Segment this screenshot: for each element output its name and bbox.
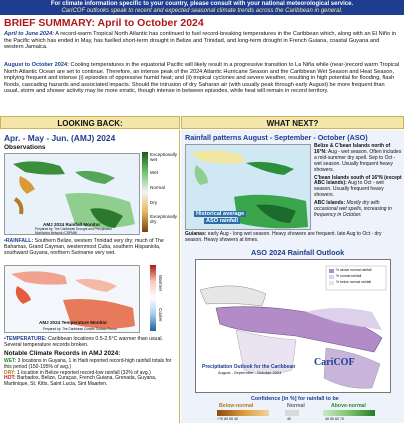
temperature-lead: •TEMPERATURE: <box>4 336 47 342</box>
note-belize <box>314 144 402 174</box>
legend-cooler: Cooler <box>158 308 163 322</box>
aso-notes <box>314 144 402 219</box>
observations-label: Observations <box>4 144 46 151</box>
brief-paragraph-1 <box>4 31 400 51</box>
note-islands <box>314 176 402 200</box>
note-islands-text: Aug to Oct - wet season. Usually frequent heavy showers. <box>314 180 384 199</box>
rainfall-body: Southern Belize, western Trinidad very dry; much of The Bahamas, Grand Cayman, westernmost Cuba, southern Hispaniola, southward Guyana, northern Suriname very wet. <box>4 238 164 257</box>
record-hot-text: Barbados, Belize, Curaçao, French Guiana, Grenada, Guyana, Martinique, St. Kitts, Saint Lucia, Sint Maarten. <box>4 375 157 388</box>
left-column <box>0 130 180 423</box>
amj-title: Apr. - May - Jun. (AMJ) 2024 <box>4 133 116 143</box>
records-title: Notable Climate Records in AMJ 2024: <box>4 350 121 357</box>
cat-normal: Normal <box>287 403 305 409</box>
outlook-map <box>195 259 391 393</box>
temperature-legend-bar <box>150 265 156 331</box>
aso-patterns-title: Rainfall patterns August - September - October (ASO) <box>185 133 368 142</box>
temperature-map-prep: Prepared by: The Caribbean Climate Outlook Forum <box>43 327 117 331</box>
legend-warmer: Warmer <box>158 275 163 292</box>
banner-line-1: For climate information specific to your country, please consult with your national meteorological service. <box>50 1 354 7</box>
brief-paragraph-2 <box>4 62 400 95</box>
ticks-below: +70 60 50 40 <box>217 417 239 421</box>
outlook-title: ASO 2024 Rainfall Outlook <box>251 248 345 257</box>
legend-dry: Dry <box>150 200 158 205</box>
records-list <box>4 359 178 388</box>
looking-back-header: LOOKING BACK: <box>0 116 180 129</box>
confidence-label: Confidence [in %] for rainfall to be <box>251 396 339 402</box>
map-label-1: Historical average <box>196 211 245 217</box>
record-hot <box>4 376 178 388</box>
rainfall-map-caption: AMJ 2024 Rainfall Monitor <box>43 222 101 227</box>
legend-wet: Wet <box>150 170 159 175</box>
guianas-lead: Guianas: <box>185 231 207 237</box>
temperature-text <box>4 336 178 348</box>
caricof-logo: CariCOF <box>314 357 355 368</box>
rainfall-text <box>4 238 178 257</box>
outlook-legend-above: % above normal rainfall <box>336 268 372 272</box>
ticks-above: 40 50 60 70 <box>325 417 344 421</box>
temperature-body: Caribbean locations 0.5-2.5°C warmer than usual. Several temperature records broken. <box>4 336 163 349</box>
legend-exceptionally-wet: Exceptionally wet <box>150 152 178 162</box>
rainfall-map-prep: Prepared by: The Caribbean Drought and Precipitation Monitoring Network (CDPMN) <box>35 227 113 235</box>
precip-caption: Precipitation Outlook for the Caribbean <box>202 364 296 370</box>
record-wet-text: 3 locations in Guyana, 1 in Haiti reported record-high rainfall totals for this period (150-195% of avg.) <box>4 358 172 370</box>
temperature-monitor-map <box>4 265 140 333</box>
temperature-map-caption: AMJ 2024 Temperature Monitor <box>39 320 108 325</box>
rainfall-legend-bar <box>142 152 148 232</box>
p2-text: Cooling temperatures in the equatorial Pacific will likely result in a progressive transition to La Niña while (near-)record warm Tropical North Atlantic Ocean are set to continue. Therefore, an intense peak of the 2024 Atlantic Hurricane Season and the Caribbean Wet Season and Heat Season, implying frequent and intense (i) episodes of oppressive humid heat; and (ii) tropical cyclones and severe weather, resulting in high potential for flooding, flash floods, cascading hazards and associated impacts. Should the intrusion of dry Saharan air (with usually peak through early August) be more frequent than usual, storm and shower activity may be more erratic, though intense in between episodes, while heat will remain in record territory. <box>4 62 400 95</box>
record-hot-lead: HOT: <box>4 375 16 382</box>
legend-normal: Normal <box>150 185 165 190</box>
top-banner <box>0 0 404 15</box>
note-belize-lead: Belize & C'bean Islands north of 16°N: <box>314 143 391 155</box>
note-abc <box>314 201 402 219</box>
p1-lead: April to June 2024: <box>4 31 55 37</box>
ticks-normal: 40 <box>287 417 291 421</box>
note-belize-text: Aug - wet season. Often includes a mid-summer dry spell. Sep to Oct - wet season. Usually frequent heavy showers. <box>314 148 402 173</box>
record-dry-lead: DRY: <box>4 369 16 376</box>
what-next-header: WHAT NEXT? <box>181 116 404 129</box>
rainfall-lead: •RAINFALL: <box>4 238 34 244</box>
banner-line-2: CariCOF outlooks speak to recent and expected seasonal climate trends across the Caribbean in general. <box>61 7 343 14</box>
guianas-note <box>185 232 400 244</box>
p1-text: A record-warm Tropical North Atlantic has continued to fuel record-breaking temperatures in the Caribbean which, along with an El Niño in the Pacific which has ended in May, has fuelled short-term drought in Belize and Trinidad, and long-term drought in French Guiana, coastal Guyana and western Jamaica. <box>4 31 397 51</box>
cat-above: Above-normal <box>331 403 366 409</box>
outlook-legend-normal: % normal rainfall <box>336 274 362 278</box>
p2-lead: August to October 2024: <box>4 62 69 68</box>
cat-below: Below-normal <box>219 403 254 409</box>
note-abc-lead: ABC Islands: <box>314 200 346 207</box>
record-dry-text: 1 location in Belize reported record-low rainfall (32% of avg.) <box>15 369 151 376</box>
guianas-text: early Aug - long wet season. Heavy showers are frequent. late Aug to Oct - dry season. Heavy showers at times. <box>185 231 382 243</box>
record-wet-lead: WET: <box>4 358 17 364</box>
rainfall-monitor-map <box>4 153 140 235</box>
outlook-legend-below: % below normal rainfall <box>336 280 372 284</box>
aso-climatology-map <box>185 144 311 230</box>
map-label-2: ASO rainfall <box>206 218 239 224</box>
legend-exceptionally-dry: Exceptionally dry <box>150 214 178 224</box>
note-islands-lead: C'bean Islands south of 16°N (except ABC Islands): <box>314 174 402 187</box>
precip-dates: August - September - October 2024 <box>218 370 282 375</box>
right-column <box>181 130 404 423</box>
brief-summary-title: BRIEF SUMMARY: April to October 2024 <box>4 17 204 29</box>
note-abc-text: Mostly dry with occasional wet spells, increasing in frequency in October. <box>314 200 392 218</box>
